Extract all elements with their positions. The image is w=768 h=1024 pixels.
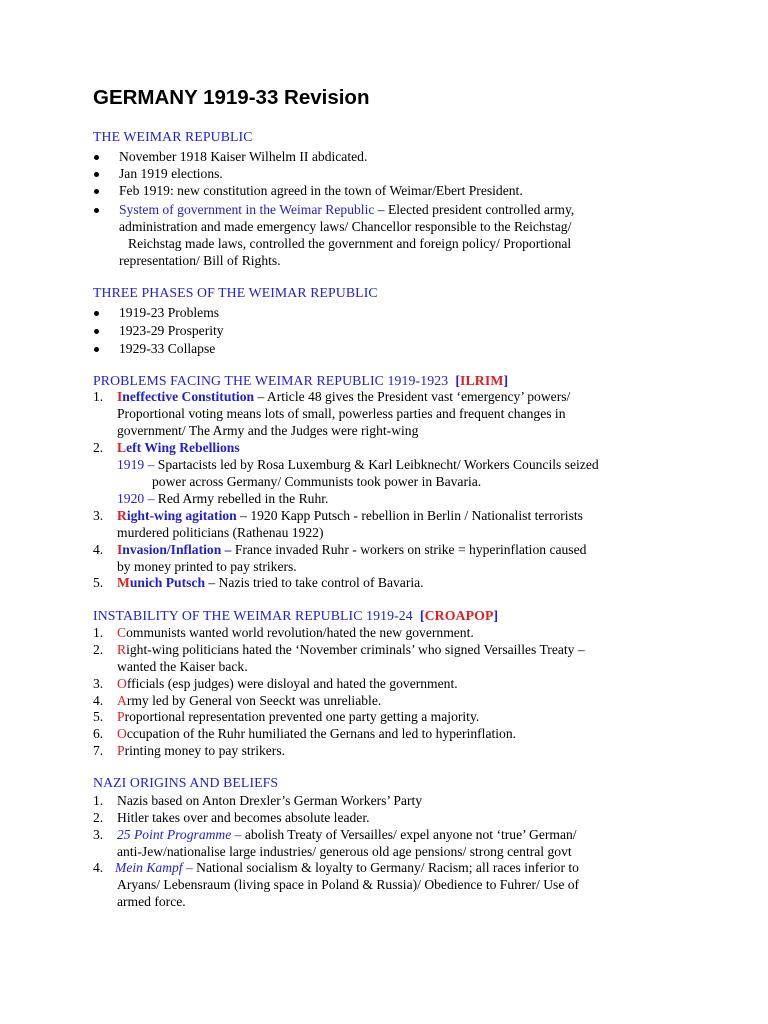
- list-item: [117, 574, 424, 591]
- list-number: 1.: [93, 389, 104, 404]
- list-item-sub: [117, 456, 599, 473]
- list-text: roportional representation prevented one party getting a majority.: [124, 709, 480, 724]
- list-item: [117, 641, 585, 658]
- list-item: [117, 439, 240, 456]
- mnemonic-tag: CROAPOP: [424, 608, 494, 623]
- list-item: [117, 675, 458, 692]
- list-number: 5.: [93, 575, 104, 590]
- section-heading-three-phases: THREE PHASES OF THE WEIMAR REPUBLIC: [93, 285, 378, 300]
- bracket: ]: [493, 608, 499, 623]
- section-heading-nazi-origins: NAZI ORIGINS AND BELIEFS: [93, 775, 279, 790]
- list-item-continuation: Aryans/ Lebensraum (living space in Poland & Russia)/ Obedience to Fuhrer/ Use of: [117, 877, 580, 892]
- list-number: 4.: [93, 860, 104, 875]
- section-heading-problems: [93, 373, 508, 389]
- term: 25 Point Programme –: [117, 827, 242, 842]
- list-number: 7.: [93, 743, 104, 758]
- list-text: Spartacists led by Rosa Luxemburg & Karl Leibknecht/ Workers Councils seized: [154, 457, 599, 472]
- section-heading-weimar-republic: THE WEIMAR REPUBLIC: [93, 129, 253, 144]
- list-item: [117, 742, 285, 759]
- list-item: Hitler takes over and becomes absolute leader.: [117, 810, 370, 825]
- list-item: Jan 1919 elections.: [119, 166, 223, 181]
- list-item: [117, 541, 586, 558]
- list-item-continuation: wanted the Kaiser back.: [117, 659, 248, 674]
- list-text: – 1920 Kapp Putsch - rebellion in Berlin / Nationalist terrorists: [236, 508, 583, 523]
- list-item-continuation: murdered politicians (Rathenau 1922): [117, 525, 324, 540]
- mnemonic-letter: I: [117, 389, 123, 404]
- list-item: 1929-33 Collapse: [119, 341, 216, 356]
- list-item: [117, 708, 479, 725]
- section-heading-instability: [93, 608, 498, 624]
- bullet-icon: [94, 311, 99, 316]
- list-number: 2.: [93, 810, 104, 825]
- list-item: [117, 826, 577, 843]
- list-text: rinting money to pay strikers.: [124, 743, 286, 758]
- list-item: [115, 859, 579, 876]
- list-item-continuation: by money printed to pay strikers.: [117, 559, 297, 574]
- bullet-icon: [94, 208, 99, 213]
- list-item: [117, 624, 474, 641]
- list-text: – Elected president controlled army,: [374, 202, 575, 217]
- bullet-icon: [94, 189, 99, 194]
- list-item: [117, 692, 381, 709]
- list-text: abolish Treaty of Versailles/ expel anyone not ‘true’ German/: [241, 827, 577, 842]
- list-number: 4.: [93, 693, 104, 708]
- list-text: rmy led by General von Seeckt was unreliable.: [126, 693, 382, 708]
- list-text: National socialism & loyalty to Germany/ Racism; all races inferior to: [192, 860, 579, 875]
- bracket: [: [455, 373, 461, 388]
- term: eft Wing Rebellions: [126, 440, 240, 455]
- list-number: 2.: [93, 440, 104, 455]
- term: ight-wing agitation: [126, 508, 237, 523]
- heading-text: PROBLEMS FACING THE WEIMAR REPUBLIC 1919-1923: [93, 373, 449, 388]
- mnemonic-letter: P: [117, 709, 125, 724]
- term: unich Putsch: [129, 575, 206, 590]
- heading-text: INSTABILITY OF THE WEIMAR REPUBLIC 1919-24: [93, 608, 413, 623]
- mnemonic-letter: P: [117, 743, 125, 758]
- list-number: 3.: [93, 508, 104, 523]
- term: nvasion/Inflation –: [122, 542, 232, 557]
- list-item-continuation: Reichstag made laws, controlled the government and foreign policy/ Proportional: [128, 236, 572, 251]
- mnemonic-letter: L: [117, 440, 127, 455]
- list-item-sub: [117, 490, 328, 507]
- list-number: 1.: [93, 793, 104, 808]
- bullet-icon: [94, 155, 99, 160]
- list-number: 4.: [93, 542, 104, 557]
- list-text: fficials (esp judges) were disloyal and hated the government.: [126, 676, 458, 691]
- mnemonic-letter: M: [117, 575, 130, 590]
- term: Mein Kampf –: [115, 860, 193, 875]
- list-item: 1919-23 Problems: [119, 305, 220, 320]
- bullet-icon: [94, 172, 99, 177]
- mnemonic-letter: O: [117, 676, 127, 691]
- list-item: 1923-29 Prosperity: [119, 323, 224, 338]
- mnemonic-letter: R: [117, 508, 127, 523]
- list-item: [119, 201, 574, 218]
- mnemonic-letter: I: [117, 542, 123, 557]
- list-text: ommunists wanted world revolution/hated the new government.: [126, 625, 474, 640]
- list-text: France invaded Ruhr - workers on strike = hyperinflation caused: [231, 542, 587, 557]
- mnemonic-letter: C: [117, 625, 127, 640]
- bullet-icon: [94, 329, 99, 334]
- list-number: 6.: [93, 726, 104, 741]
- bracket: [: [419, 608, 425, 623]
- list-item: Nazis based on Anton Drexler’s German Workers’ Party: [117, 793, 423, 808]
- list-number: 5.: [93, 709, 104, 724]
- list-item: [117, 725, 516, 742]
- bullet-icon: [94, 347, 99, 352]
- list-text: – Nazis tried to take control of Bavaria.: [205, 575, 424, 590]
- list-text: Red Army rebelled in the Ruhr.: [154, 491, 329, 506]
- list-item-continuation: government/ The Army and the Judges were right-wing: [117, 423, 419, 438]
- list-number: 3.: [93, 827, 104, 842]
- list-item-continuation: armed force.: [117, 894, 186, 909]
- list-text: – Article 48 gives the President vast ‘emergency’ powers/: [254, 389, 571, 404]
- list-item: Feb 1919: new constitution agreed in the town of Weimar/Ebert President.: [119, 183, 523, 198]
- list-text: ccupation of the Ruhr humiliated the Gernans and led to hyperinflation.: [126, 726, 517, 741]
- mnemonic-letter: A: [117, 693, 127, 708]
- list-number: 1.: [93, 625, 104, 640]
- list-number: 3.: [93, 676, 104, 691]
- mnemonic-letter: R: [117, 642, 127, 657]
- list-item-continuation: representation/ Bill of Rights.: [119, 253, 281, 268]
- term: System of government in the Weimar Republic: [119, 202, 375, 217]
- bracket: ]: [503, 373, 509, 388]
- mnemonic-letter: O: [117, 726, 127, 741]
- year-label: 1919 –: [117, 457, 155, 472]
- list-item: [117, 388, 570, 405]
- term: neffective Constitution: [122, 389, 255, 404]
- list-item-continuation: administration and made emergency laws/ Chancellor responsible to the Reichstag/: [119, 219, 572, 234]
- page-title: GERMANY 1919-33 Revision: [93, 86, 370, 109]
- list-item: November 1918 Kaiser Wilhelm II abdicated.: [119, 149, 368, 164]
- list-text: ight-wing politicians hated the ‘November criminals’ who signed Versailles Treaty –: [126, 642, 585, 657]
- list-item-continuation: Proportional voting means lots of small, powerless parties and frequent changes in: [117, 406, 566, 421]
- list-item-continuation: power across Germany/ Communists took power in Bavaria.: [152, 474, 482, 489]
- list-item: [117, 507, 583, 524]
- list-number: 2.: [93, 642, 104, 657]
- year-label: 1920 –: [117, 491, 155, 506]
- list-item-continuation: anti-Jew/nationalise large industries/ generous old age pensions/ strong central govt: [117, 844, 572, 859]
- mnemonic-tag: ILRIM: [460, 373, 504, 388]
